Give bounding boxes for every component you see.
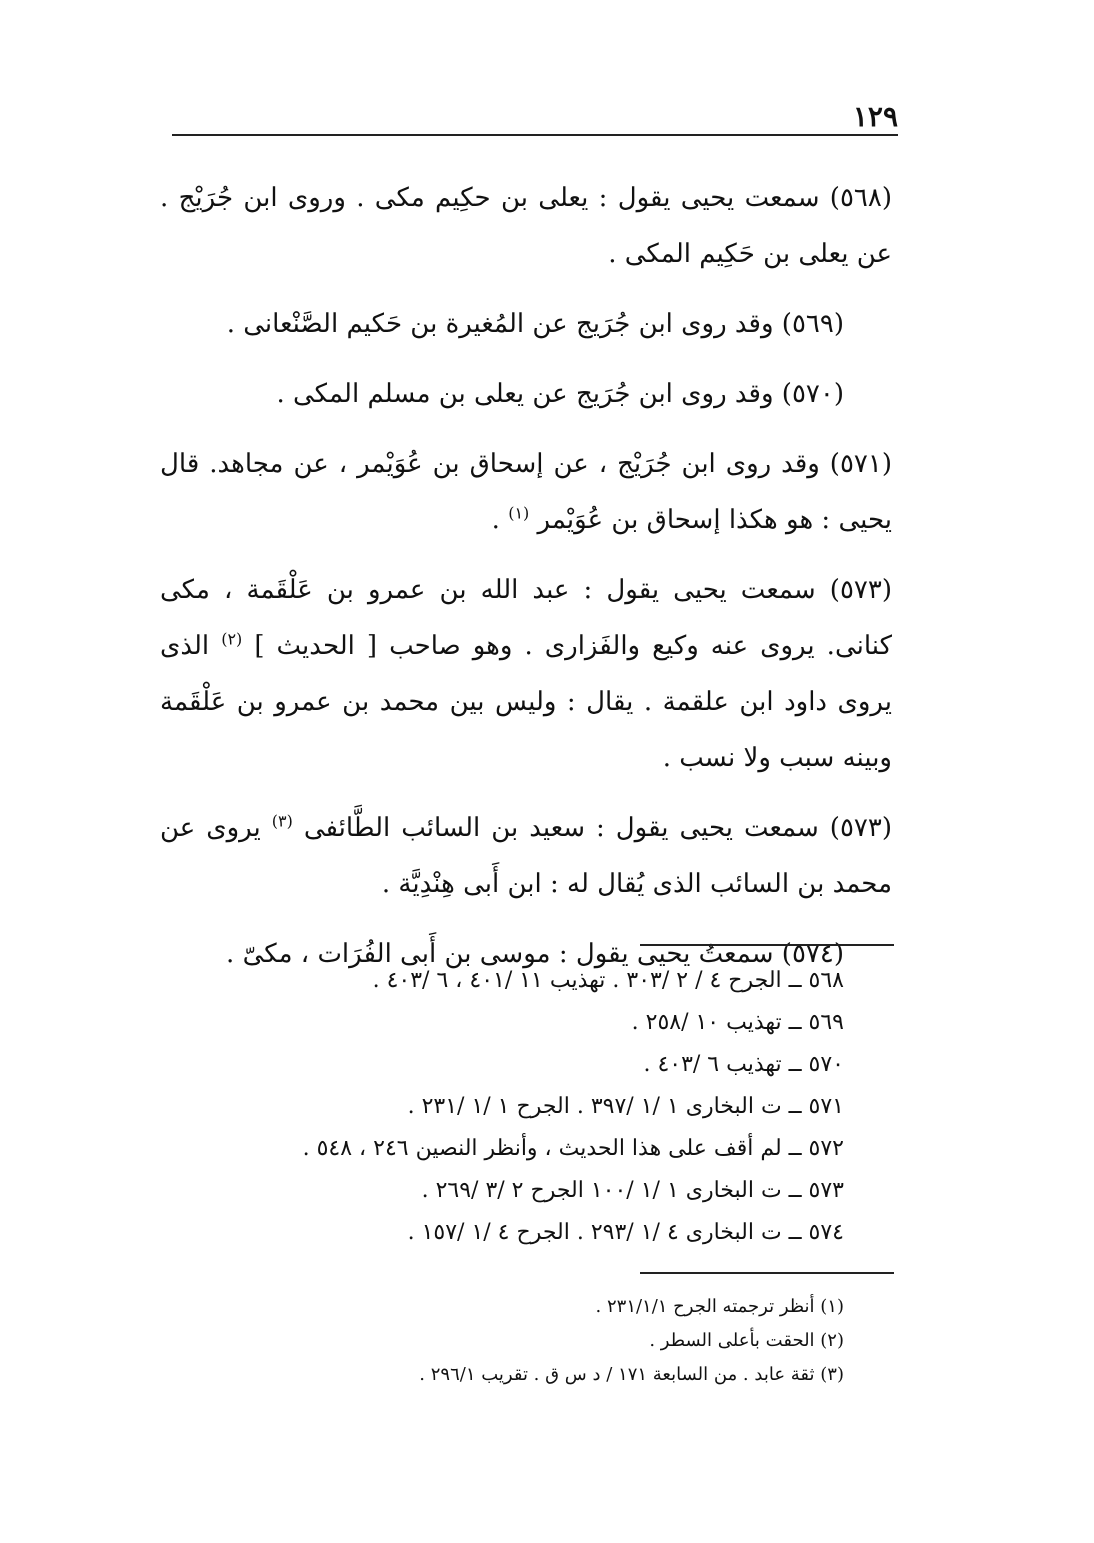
page-number: ١٢٩ (852, 100, 898, 133)
entry-573 (160, 800, 892, 912)
footnote-line: (٢) الحقت بأعلى السطر . (649, 1330, 844, 1351)
footnote-rule (640, 1272, 894, 1274)
entry-568 (160, 170, 892, 282)
note-line: ٥٧٤ ــ ت البخارى ٤ /١ /٢٩٣ . الجرح ٤ /١ /١٥٧ . (407, 1220, 844, 1245)
note-line: ٥٧٣ ــ ت البخارى ١ /١ /١٠٠ الجرح ٢ /٣ /٢٦٩ . (421, 1178, 844, 1203)
header-rule (172, 134, 898, 136)
entry-text: (٥٧٣) سمعت يحيى يقول : عبد الله بن عمرو بن عَلْقَمة ، مكى كنانى. يروى عنه وكيع والفَزارى . وهو صاحب [ الحديث ] (160, 575, 892, 661)
footnotes (224, 1290, 844, 1392)
reference-notes (224, 960, 844, 1254)
note-line: ٥٦٨ ــ الجرح ٤ / ٢ /٣٠٣ . تهذيب ١١ /٤٠١ ، ٦ /٤٠٣ . (372, 968, 844, 993)
footnote-ref: (١) (508, 503, 530, 523)
entry-trailing-text: الذى يروى داود ابن علقمة . يقال : وليس بين محمد بن عمرو بن عَلْقَمة وبينه سبب ولا نسب . (160, 631, 892, 773)
footnote-line: (٣) ثقة عابد . من السابعة ١٧١ / د س ق . تقريب ٢٩٦/١ . (419, 1364, 844, 1385)
entry-text: (٥٦٨) سمعت يحيى يقول : يعلى بن حكِيم مكى . وروى ابن جُرَيْج . عن يعلى بن حَكِيم المكى . (160, 183, 892, 269)
entry-text: (٥٧٠) وقد روى ابن جُرَيج عن يعلى بن مسلم المكى . (276, 379, 844, 409)
entry-569 (160, 296, 892, 352)
footnote-ref: (٣) (271, 811, 293, 831)
notes-rule (640, 944, 894, 946)
entry-trailing-text: يروى عن محمد بن السائب الذى يُقال له : ابن أَبى هِنْدِيَّة . (160, 813, 892, 899)
entry-text: (٥٦٩) وقد روى ابن جُرَيج عن المُغيرة بن حَكيم الصَّنْعانى . (226, 309, 844, 339)
entry-trailing-text: . (491, 505, 500, 535)
footnote-ref: (٢) (221, 629, 243, 649)
entry-572 (160, 562, 892, 786)
entry-text: (٥٧٤) سمعتُ يحيى يقول : موسى بن أَبى الفُرَات ، مكىّ . (226, 939, 844, 969)
note-line: ٥٦٩ ــ تهذيب ١٠ /٢٥٨ . (631, 1010, 844, 1035)
entry-571 (160, 436, 892, 548)
note-line: ٥٧٢ ــ لم أقف على هذا الحديث ، وأنظر النصين ٢٤٦ ، ٥٤٨ . (302, 1136, 844, 1161)
entry-text: (٥٧٣) سمعت يحيى يقول : سعيد بن السائب الطَّائفى (303, 813, 893, 843)
entry-570 (160, 366, 892, 422)
main-text (160, 170, 892, 996)
entry-text: (٥٧١) وقد روى ابن جُرَيْج ، عن إسحاق بن عُوَيْمر ، عن مجاهد. قال يحيى : هو هكذا إسحاق بن عُوَيْمر (160, 449, 892, 535)
note-line: ٥٧٠ ــ تهذيب ٦ /٤٠٣ . (643, 1052, 844, 1077)
note-line: ٥٧١ ــ ت البخارى ١ /١ /٣٩٧ . الجرح ١ /١ /٢٣١ . (407, 1094, 844, 1119)
footnote-line: (١) أنظر ترجمته الجرح ٢٣١/١/١ . (595, 1296, 844, 1317)
